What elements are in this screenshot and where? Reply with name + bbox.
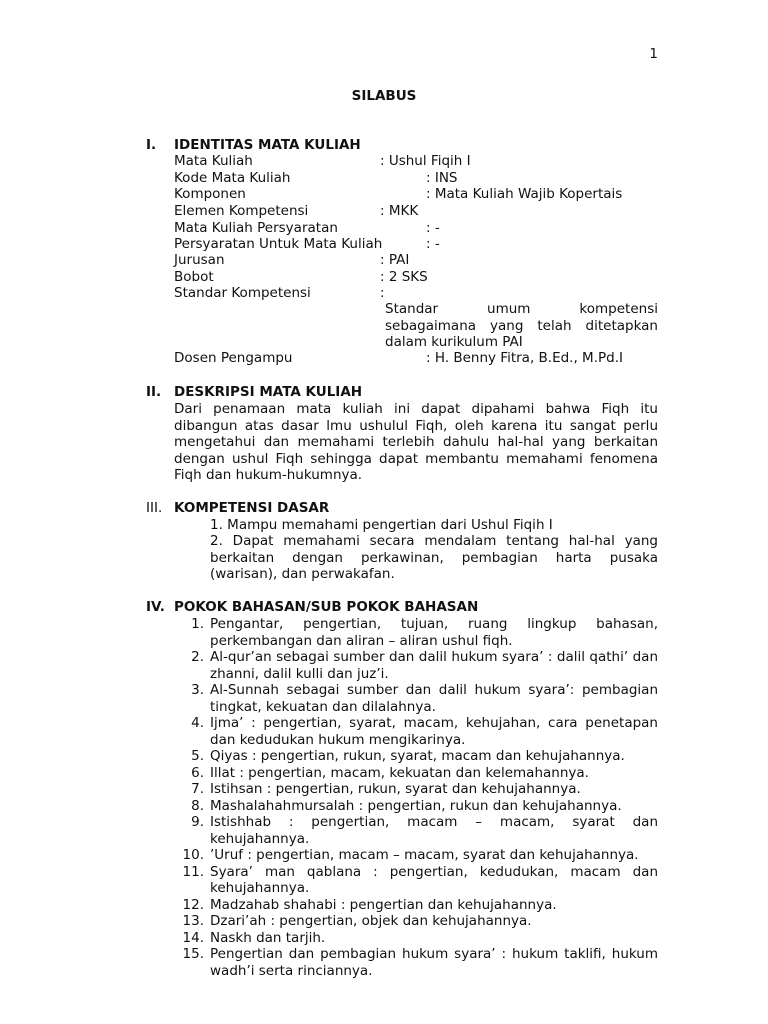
field-label-persyaratan-untuk: Persyaratan Untuk Mata Kuliah — [174, 236, 383, 252]
list-item — [180, 930, 658, 947]
deskripsi-paragraph — [174, 401, 658, 484]
page-number: 1 — [649, 46, 658, 62]
kompetensi-line: berkaitan dengan perkawinan, pembagian harta pusaka — [210, 549, 658, 566]
field-label-kode: Kode Mata Kuliah — [174, 170, 291, 186]
list-item — [180, 748, 658, 765]
list-item — [180, 649, 658, 682]
list-item — [180, 897, 658, 914]
field-label-persyaratan: Mata Kuliah Persyaratan — [174, 220, 338, 236]
field-label-komponen: Komponen — [174, 186, 246, 202]
list-item-text: Dzari’ah : pengertian, objek dan kehujahannya. — [210, 913, 532, 929]
list-item-text: Ijma’ : pengertian, syarat, macam, kehujahan, cara penetapan dan kedudukan hukum mengikarinya. — [210, 715, 658, 748]
list-item-text: Al-Sunnah sebagai sumber dan dalil hukum syara’: pembagian tingkat, kekuatan dan dilalahnya. — [210, 682, 658, 715]
field-value-standar-colon: : — [380, 285, 385, 301]
list-item-text: Istishhab : pengertian, macam – macam, syarat dan kehujahannya. — [210, 814, 658, 847]
field-value-mata-kuliah: : Ushul Fiqih I — [380, 153, 471, 169]
list-item-number: 4. — [191, 715, 204, 731]
list-item — [180, 616, 658, 649]
section-2-title: DESKRIPSI MATA KULIAH — [174, 384, 363, 400]
pokok-bahasan-list — [180, 616, 658, 979]
list-item-number: 2. — [191, 649, 204, 665]
section-1-title: IDENTITAS MATA KULIAH — [174, 137, 361, 153]
list-item-text: Istihsan : pengertian, rukun, syarat dan kehujahannya. — [210, 781, 581, 797]
list-item — [180, 847, 658, 864]
list-item-number: 3. — [191, 682, 204, 698]
field-label-jurusan: Jurusan — [174, 252, 225, 268]
list-item-text: Illat : pengertian, macam, kekuatan dan kelemahannya. — [210, 764, 589, 781]
list-item — [180, 864, 658, 897]
field-label-standar: Standar Kompetensi — [174, 285, 311, 301]
field-value-komponen: : Mata Kuliah Wajib Kopertais — [426, 186, 623, 202]
list-item-text: Pengertian dan pembagian hukum syara’ : hukum taklifi, hukum wadh’i serta rinciannya. — [210, 946, 658, 979]
section-4-title: POKOK BAHASAN/SUB POKOK BAHASAN — [174, 599, 479, 615]
list-item — [180, 682, 658, 715]
section-3-title: KOMPETENSI DASAR — [174, 500, 330, 516]
kompetensi-item-1: 1. Mampu memahami pengertian dari Ushul Fiqih I — [210, 517, 553, 533]
field-value-kode: : INS — [426, 170, 458, 186]
standar-line: Standar umum kompetensi — [385, 301, 658, 317]
standar-line: sebagaimana yang telah ditetapkan — [385, 317, 658, 334]
field-label-mata-kuliah: Mata Kuliah — [174, 153, 253, 169]
list-item-text: ’Uruf : pengertian, macam – macam, syarat dan kehujahannya. — [210, 847, 639, 863]
kompetensi-line: (warisan), dan perwakafan. — [210, 566, 395, 582]
section-1-number: I. — [146, 137, 157, 153]
list-item-number: 5. — [191, 748, 204, 764]
kompetensi-item-2 — [210, 533, 658, 583]
list-item — [180, 913, 658, 930]
deskripsi-text: Dari penamaan mata kuliah ini dapat dipahami bahwa Fiqh itu dibangun atas dasar lmu ushulul Fiqh, oleh karena itu sangat perlu mengetahui dan memahami terlebih dahulu hal-hal yang berkaitan dengan ushul Fiqh sehingga dapat membantu memahami fenomena Fiqh dan hukum-hukumnya. — [174, 401, 658, 483]
list-item-number: 8. — [191, 797, 204, 814]
list-item-text: Mashalahahmursalah : pengertian, rukun dan kehujahannya. — [210, 797, 622, 814]
document-title: SILABUS — [351, 88, 417, 104]
list-item-number: 13. — [182, 913, 204, 929]
list-item-text: Al-qur’an sebagai sumber dan dalil hukum syara’ : dalil qathi’ dan zhanni, dalil kulli dan juz’i. — [210, 649, 658, 682]
list-item-number: 1. — [191, 616, 204, 632]
list-item-number: 6. — [191, 764, 204, 781]
list-item-number: 14. — [182, 929, 204, 946]
list-item — [180, 765, 658, 782]
list-item — [180, 781, 658, 798]
list-item — [180, 946, 658, 979]
field-value-dosen: : H. Benny Fitra, B.Ed., M.Pd.I — [426, 350, 623, 366]
field-value-jurusan: : PAI — [380, 252, 410, 268]
standar-kompetensi-text — [385, 301, 658, 351]
field-value-persyaratan-untuk: : - — [426, 236, 440, 252]
section-3-number: III. — [146, 500, 163, 516]
list-item — [180, 715, 658, 748]
field-label-bobot: Bobot — [174, 269, 214, 285]
list-item-text: Qiyas : pengertian, rukun, syarat, macam dan kehujahannya. — [210, 748, 625, 764]
field-label-dosen: Dosen Pengampu — [174, 350, 293, 366]
list-item-number: 15. — [182, 946, 204, 962]
list-item-number: 11. — [182, 863, 204, 880]
list-item-text: Naskh dan tarjih. — [210, 929, 326, 946]
list-item-number: 12. — [182, 896, 204, 913]
list-item — [180, 814, 658, 847]
field-value-bobot: : 2 SKS — [380, 269, 428, 285]
list-item-number: 9. — [191, 814, 204, 830]
list-item-text: Madzahab shahabi : pengertian dan kehujahannya. — [210, 896, 557, 913]
list-item — [180, 798, 658, 815]
standar-line: dalam kurikulum PAI — [385, 334, 523, 350]
field-label-elemen: Elemen Kompetensi — [174, 203, 309, 219]
list-item-text: Syara’ man qablana : pengertian, kedudukan, macam dan kehujahannya. — [210, 863, 658, 896]
kompetensi-line: 2. Dapat memahami secara mendalam tentang hal-hal yang — [210, 533, 658, 549]
list-item-text: Pengantar, pengertian, tujuan, ruang lingkup bahasan, perkembangan dan aliran – aliran ushul fiqh. — [210, 616, 658, 649]
section-4-number: IV. — [146, 599, 165, 615]
list-item-number: 10. — [182, 847, 204, 863]
list-item-number: 7. — [191, 781, 204, 797]
section-2-number: II. — [146, 384, 162, 400]
field-value-elemen: : MKK — [380, 203, 419, 219]
field-value-persyaratan: : - — [426, 220, 440, 236]
